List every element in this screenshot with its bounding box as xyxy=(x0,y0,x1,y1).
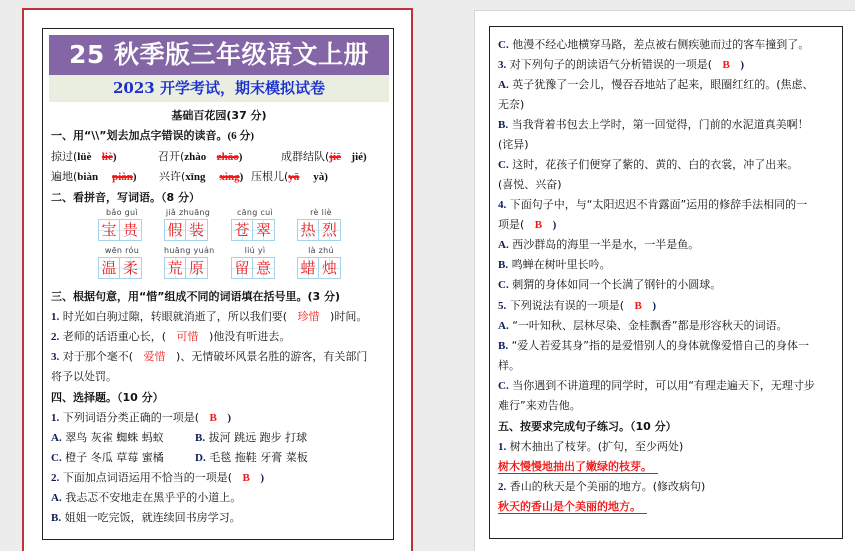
paren-close: ) xyxy=(260,472,265,484)
answer-text: B xyxy=(209,412,217,424)
q1-row-1 xyxy=(51,150,367,164)
q1-item-1 xyxy=(51,150,117,163)
item-number: 2. xyxy=(498,481,507,493)
q1-word: 召开( xyxy=(158,150,185,163)
item-text: )、无情破坏风景名胜的游客，有关部门 xyxy=(176,350,368,363)
word-char: 蜡 xyxy=(297,257,319,279)
pinyin-struck: piàn xyxy=(112,171,133,183)
word-char: 烈 xyxy=(319,219,341,241)
option-text: 刺猬的身体如同一个长满了钢针的小圆球。 xyxy=(508,278,722,291)
option-letter: B. xyxy=(498,259,509,271)
paren-close: ) xyxy=(652,300,657,312)
q1-item-5 xyxy=(159,170,243,184)
word-grid-7 xyxy=(231,246,279,279)
word-pinyin: là zhú xyxy=(308,246,334,255)
option-text: 英子犹豫了一会儿，慢吞吞地站了起来，眼圈红红的。(焦虑、 xyxy=(508,78,814,91)
option-text: 当我背着书包去上学时，第一回觉得，门前的水泥道真美啊！ xyxy=(508,118,809,131)
item-number: 1. xyxy=(51,311,60,323)
q4-sub3-option-b-cont: (诧异) xyxy=(498,138,529,151)
q4-sub4-option-a xyxy=(498,238,699,252)
word-char: 烛 xyxy=(319,257,341,279)
right-page-content xyxy=(489,26,843,539)
q1-word: 压根儿( xyxy=(251,170,289,183)
answer-text: 可惜 xyxy=(176,330,199,343)
option-letter: C. xyxy=(51,452,62,464)
option-c xyxy=(51,451,164,464)
word-pinyin: wēn róu xyxy=(104,246,140,255)
pinyin-correct: lüè xyxy=(77,151,92,163)
option-letter: B. xyxy=(498,119,509,131)
item-text: )时间。 xyxy=(330,310,368,323)
option-text: 当你遇到不讲道理的同学时，可以用“有理走遍天下，无理寸步 xyxy=(508,379,815,392)
q1-score: (6 分) xyxy=(227,130,255,142)
q5-sub1 xyxy=(498,440,683,454)
option-letter: A. xyxy=(498,79,509,91)
option-letter: C. xyxy=(498,159,509,171)
word-pinyin: cāng cuì xyxy=(236,208,274,217)
item-text: 下列词语分类正确的一项是( xyxy=(59,411,200,424)
item-number: 4. xyxy=(498,199,507,211)
option-letter: D. xyxy=(195,452,206,464)
item-text: 对于那个毫不( xyxy=(59,350,134,363)
q3-item-3 xyxy=(51,350,367,364)
q2-heading: 二、看拼音，写词语。（8 分） xyxy=(51,191,200,204)
option-text: 拔河 跳远 跑步 打球 xyxy=(205,431,308,444)
option-letter: B. xyxy=(51,512,62,524)
q1-word: 成群结队( xyxy=(281,150,330,163)
q4-sub4-option-c xyxy=(498,278,721,292)
q1-heading xyxy=(51,129,254,143)
word-pinyin: jiǎ zhuāng xyxy=(165,208,211,217)
option-letter: A. xyxy=(51,492,62,504)
item-number: 1. xyxy=(51,412,60,424)
item-text: )他没有听进去。 xyxy=(209,330,291,343)
paren-close: ) xyxy=(238,151,243,163)
word-grid-1 xyxy=(98,208,146,241)
word-char: 苍 xyxy=(231,219,253,241)
answer-text: B xyxy=(634,300,642,312)
word-char: 荒 xyxy=(164,257,186,279)
answer-text: B xyxy=(242,472,250,484)
paren-close: ) xyxy=(112,151,117,163)
item-number: 3. xyxy=(51,351,60,363)
word-char: 原 xyxy=(186,257,208,279)
option-text: 他漫不经心地横穿马路，差点被右侧疾驰而过的客车撞到了。 xyxy=(508,38,810,51)
q1-row-2 xyxy=(51,170,328,184)
q3-heading: 三、根据句意，用“惜”组成不同的词语填在括号里。(3 分) xyxy=(51,290,340,303)
option-text: 我忐忑不安地走在黑乎乎的小道上。 xyxy=(61,491,242,504)
pinyin-correct: zhào xyxy=(184,151,207,163)
option-b xyxy=(195,431,307,445)
q4-option-c xyxy=(498,38,809,52)
answer-text: 珍惜 xyxy=(297,310,320,323)
q3-continuation: 将予以处罚。 xyxy=(51,370,117,383)
item-number: 5. xyxy=(498,300,507,312)
word-pinyin: huāng yuán xyxy=(164,246,215,255)
item-number: 1. xyxy=(498,441,507,453)
q4-sub4 xyxy=(498,198,807,212)
item-text: 时光如白驹过隙，转眼就消逝了，所以我们要( xyxy=(59,310,288,323)
q4-sub2-option-a xyxy=(51,491,241,505)
q1-item-3 xyxy=(281,150,367,164)
q4-sub5-option-c-cont: 难行”来劝告他。 xyxy=(498,399,581,412)
item-hint: (修改病句) xyxy=(652,480,706,493)
q4-heading: 四、选择题。（10 分） xyxy=(51,391,164,404)
item-text: 下面加点词语运用不恰当的一项是( xyxy=(59,471,233,484)
pinyin-correct: jié xyxy=(351,151,364,163)
item-number: 3. xyxy=(498,59,507,71)
q1-word: 遍地( xyxy=(51,170,78,183)
item-text: 项是( xyxy=(498,218,525,231)
item-number: 2. xyxy=(51,331,60,343)
item-text: 老师的话语重心长，( xyxy=(59,330,167,343)
q1-word: 兴许( xyxy=(159,170,186,183)
item-text: 下列说法有误的一项是( xyxy=(506,299,625,312)
pinyin-struck: liè xyxy=(101,151,113,163)
word-char: 装 xyxy=(186,219,208,241)
q4-sub5-option-b-cont: 样。 xyxy=(498,359,520,372)
q4-sub5-option-b xyxy=(498,339,809,353)
word-char: 宝 xyxy=(98,219,120,241)
item-text: 下面句子中，与“太阳迟迟不肯露面”运用的修辞手法相同的一 xyxy=(506,198,808,211)
paren-close: ) xyxy=(363,151,367,163)
paren-close: ) xyxy=(324,171,328,183)
document-title: 25 秋季版三年级语文上册 xyxy=(49,35,389,75)
q4-sub4-option-b xyxy=(498,258,611,272)
q4-sub3 xyxy=(498,58,744,72)
option-text: “一叶知秋、层林尽染、金桂飘香”都是形容秋天的词语。 xyxy=(508,319,788,332)
option-text: 这时，花孩子们便穿了紫的、黄的、白的衣裳，冲了出来。 xyxy=(508,158,799,171)
q3-item-2 xyxy=(51,330,290,344)
word-char: 柔 xyxy=(120,257,142,279)
option-letter: A. xyxy=(498,320,509,332)
answer-text: B xyxy=(534,219,543,231)
document-subtitle: 2023 开学考试，期末模拟试卷 xyxy=(49,75,389,102)
option-text: 鸣蝉在树叶里长吟。 xyxy=(508,258,611,271)
word-char: 留 xyxy=(231,257,253,279)
q3-item-1 xyxy=(51,310,367,324)
option-text: “爱人若爱其身”指的是爱惜别人的身体就像爱惜自己的身体一 xyxy=(508,339,809,352)
q4-sub1 xyxy=(51,411,231,425)
option-text: 橙子 冬瓜 草莓 蜜橘 xyxy=(61,451,164,464)
q4-sub2-option-b xyxy=(51,511,241,525)
q5-sub2-answer xyxy=(498,500,647,514)
q4-sub2 xyxy=(51,471,264,485)
word-grid-6 xyxy=(164,246,215,279)
option-text: 毛毯 拖鞋 牙膏 菜板 xyxy=(205,451,308,464)
pinyin-correct: xīng xyxy=(185,171,206,183)
q4-sub5-option-c xyxy=(498,379,815,393)
paren-close: ) xyxy=(552,219,557,231)
pinyin-struck: zhāo xyxy=(216,151,239,163)
pinyin-struck: xìng xyxy=(219,171,240,183)
q4-sub3-option-c xyxy=(498,158,798,172)
pinyin-correct: yà xyxy=(313,171,325,183)
option-letter: A. xyxy=(498,239,509,251)
option-d xyxy=(195,451,308,465)
word-pinyin: rè liè xyxy=(310,208,332,217)
left-page xyxy=(22,8,413,551)
paren-close: ) xyxy=(740,59,745,71)
q4-sub5 xyxy=(498,299,656,313)
option-letter: A. xyxy=(51,432,62,444)
q1-item-2 xyxy=(158,150,242,164)
answer-text: 爱惜 xyxy=(143,350,166,363)
option-letter: C. xyxy=(498,39,509,51)
word-char: 翠 xyxy=(253,219,275,241)
q4-sub5-option-a xyxy=(498,319,788,333)
q4-sub4-cont xyxy=(498,218,556,232)
item-hint: (扩句，至少两处) xyxy=(597,440,684,453)
q5-heading: 五、按要求完成句子练习。（10 分） xyxy=(498,420,677,433)
q4-sub3-option-a-cont: 无奈) xyxy=(498,98,525,111)
word-char: 热 xyxy=(297,219,319,241)
q5-sub1-answer xyxy=(498,460,658,474)
option-letter: B. xyxy=(195,432,206,444)
answer-text: 秋天的香山是个美丽的地方。 xyxy=(498,500,647,514)
paren-close: ) xyxy=(132,171,137,183)
option-letter: B. xyxy=(498,340,509,352)
pinyin-correct: biàn xyxy=(77,171,99,183)
q4-sub3-option-a xyxy=(498,78,814,92)
word-char: 意 xyxy=(253,257,275,279)
q4-sub3-option-c-cont: (喜悦、兴奋) xyxy=(498,178,562,191)
paren-close: ) xyxy=(227,412,232,424)
right-page xyxy=(474,10,855,551)
section-heading: 基础百花园(37 分) xyxy=(171,109,267,122)
word-pinyin: liú yì xyxy=(244,246,266,255)
word-grid-5 xyxy=(98,246,146,279)
left-page-content xyxy=(42,28,394,540)
word-grid-8 xyxy=(297,246,345,279)
q4-sub3-option-b xyxy=(498,118,809,132)
q1-item-6 xyxy=(251,170,328,184)
option-letter: C. xyxy=(498,380,509,392)
word-char: 贵 xyxy=(120,219,142,241)
pinyin-struck: yā xyxy=(288,171,300,183)
paren-close: ) xyxy=(239,171,244,183)
item-text: 树木抽出了枝芽。 xyxy=(506,440,598,453)
item-number: 2. xyxy=(51,472,60,484)
q1-word: 掠过( xyxy=(51,150,78,163)
word-char: 温 xyxy=(98,257,120,279)
answer-text: 树木慢慢地抽出了嫩绿的枝芽。 xyxy=(498,460,658,474)
pinyin-struck: jiē xyxy=(329,151,341,163)
option-letter: C. xyxy=(498,279,509,291)
item-text: 对下列句子的朗读语气分析错误的一项是( xyxy=(506,58,713,71)
word-grid-3 xyxy=(231,208,279,241)
word-pinyin: bǎo guì xyxy=(106,208,138,217)
answer-text: B xyxy=(722,59,730,71)
word-grid-4 xyxy=(297,208,345,241)
q4-sub1-options-row1 xyxy=(51,431,308,445)
word-grid-2 xyxy=(164,208,212,241)
item-text: 香山的秋天是个美丽的地方。 xyxy=(506,480,653,493)
q1-heading-text: 一、用“\\”划去加点字错误的读音。 xyxy=(51,129,228,142)
option-a xyxy=(51,431,164,444)
option-text: 翠鸟 灰雀 蜘蛛 蚂蚁 xyxy=(61,431,164,444)
word-char: 假 xyxy=(164,219,186,241)
q5-sub2 xyxy=(498,480,705,494)
q1-item-4 xyxy=(51,170,137,183)
option-text: 姐姐一吃完饭，就连续回书房学习。 xyxy=(61,511,241,524)
option-text: 西沙群岛的海里一半是水，一半是鱼。 xyxy=(508,238,700,251)
q4-sub1-options-row2 xyxy=(51,451,308,465)
